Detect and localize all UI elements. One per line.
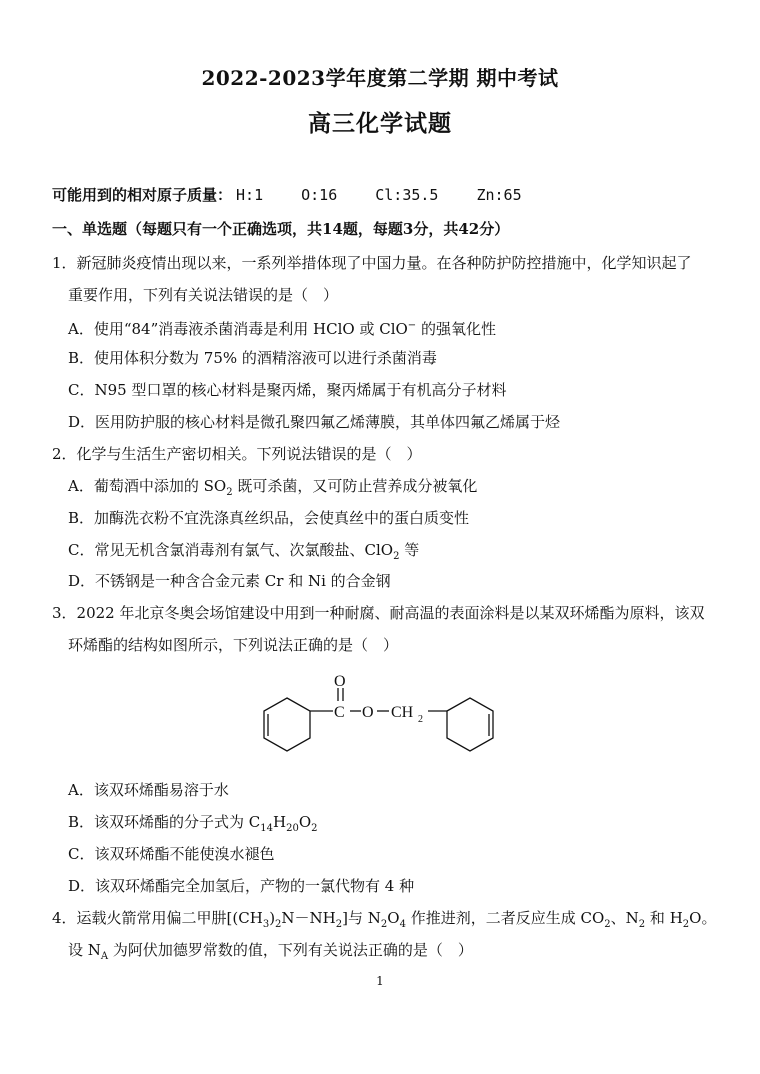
q4-stem-line2: 设 $N_A$ 为阿伏加德罗常数的值，下列有关说法正确的是（ ）	[68, 941, 473, 962]
q3-option-c: C．该双环烯酯不能使溴水褪色	[68, 845, 275, 863]
page-number: 1	[376, 974, 384, 988]
mass-cl: Cl:35.5	[375, 186, 439, 204]
q1-option-c: C．N95 型口罩的核心材料是聚丙烯，聚丙烯属于有机高分子材料	[68, 381, 507, 399]
atomic-masses-label: 可能用到的相对原子质量：	[52, 186, 233, 204]
exam-subtitle: 高三化学试题	[308, 110, 452, 137]
exam-title: 2022-2023学年度第二学期 期中考试	[201, 66, 559, 90]
ester-oxygen-label: O	[362, 704, 374, 721]
q4-stem-line1: 4．运载火箭常用偏二甲肼$[(CH_3)_2N-NH_2]$与 $N_2O_4$ 作推进剂，二者反应生成 $CO_2$、$N_2$ 和 $H_2O$。	[52, 909, 717, 930]
q1-option-b: B．使用体积分数为 75% 的酒精溶液可以进行杀菌消毒	[68, 349, 437, 367]
q3-option-a: A．该双环烯酯易溶于水	[68, 781, 229, 799]
q1-stem-line2: 重要作用，下列有关说法错误的是（ ）	[68, 286, 339, 304]
methylene-subscript: 2	[418, 714, 423, 725]
methylene-label: CH	[391, 704, 414, 721]
q2-stem: 2．化学与生活生产密切相关。下列说法错误的是（ ）	[52, 445, 422, 463]
q2-option-d: D．不锈钢是一种含合金元素 Cr 和 Ni 的合金钢	[68, 572, 391, 590]
q3-option-b: B．该双环烯酯的分子式为 $C_{14}H_{20}O_2$	[68, 813, 318, 834]
bicyclic-ester-structure	[0, 666, 760, 776]
carbonyl-oxygen-label: O	[334, 673, 346, 690]
mass-zn: Zn:65	[476, 186, 522, 204]
atomic-masses	[52, 184, 522, 205]
carbonyl-carbon-label: C	[334, 704, 345, 721]
q3-stem-line1: 3．2022 年北京冬奥会场馆建设中用到一种耐腐、耐高温的表面涂料是以某双环烯酯为原料，该双	[52, 604, 705, 622]
mass-o: O:16	[301, 186, 338, 204]
q3-option-d: D．该双环烯酯完全加氢后，产物的一氯代物有 4 种	[68, 877, 415, 895]
mass-h: H:1	[236, 186, 264, 204]
q1-stem-line1: 1．新冠肺炎疫情出现以来，一系列举措体现了中国力量。在各种防护防控措施中，化学知识起了	[52, 254, 692, 272]
q3-stem-line2: 环烯酯的结构如图所示，下列说法正确的是（ ）	[68, 636, 399, 654]
q1-option-d: D．医用防护服的核心材料是微孔聚四氟乙烯薄膜，其单体四氟乙烯属于烃	[68, 413, 561, 431]
q2-option-b: B．加酶洗衣粉不宜洗涤真丝织品，会使真丝中的蛋白质变性	[68, 509, 470, 527]
q2-option-c: C．常见无机含氯消毒剂有氯气、次氯酸盐、ClO$_2$ 等	[68, 541, 420, 562]
q2-option-a: A．葡萄酒中添加的 $SO_2$ 既可杀菌，又可防止营养成分被氧化	[68, 477, 478, 498]
q1-option-a: A．使用“84”消毒液杀菌消毒是利用 HClO 或 ClO− 的强氧化性	[68, 320, 496, 338]
section-heading: 一、单选题（每题只有一个正确选项，共14题，每题3分，共42分）	[52, 220, 510, 238]
